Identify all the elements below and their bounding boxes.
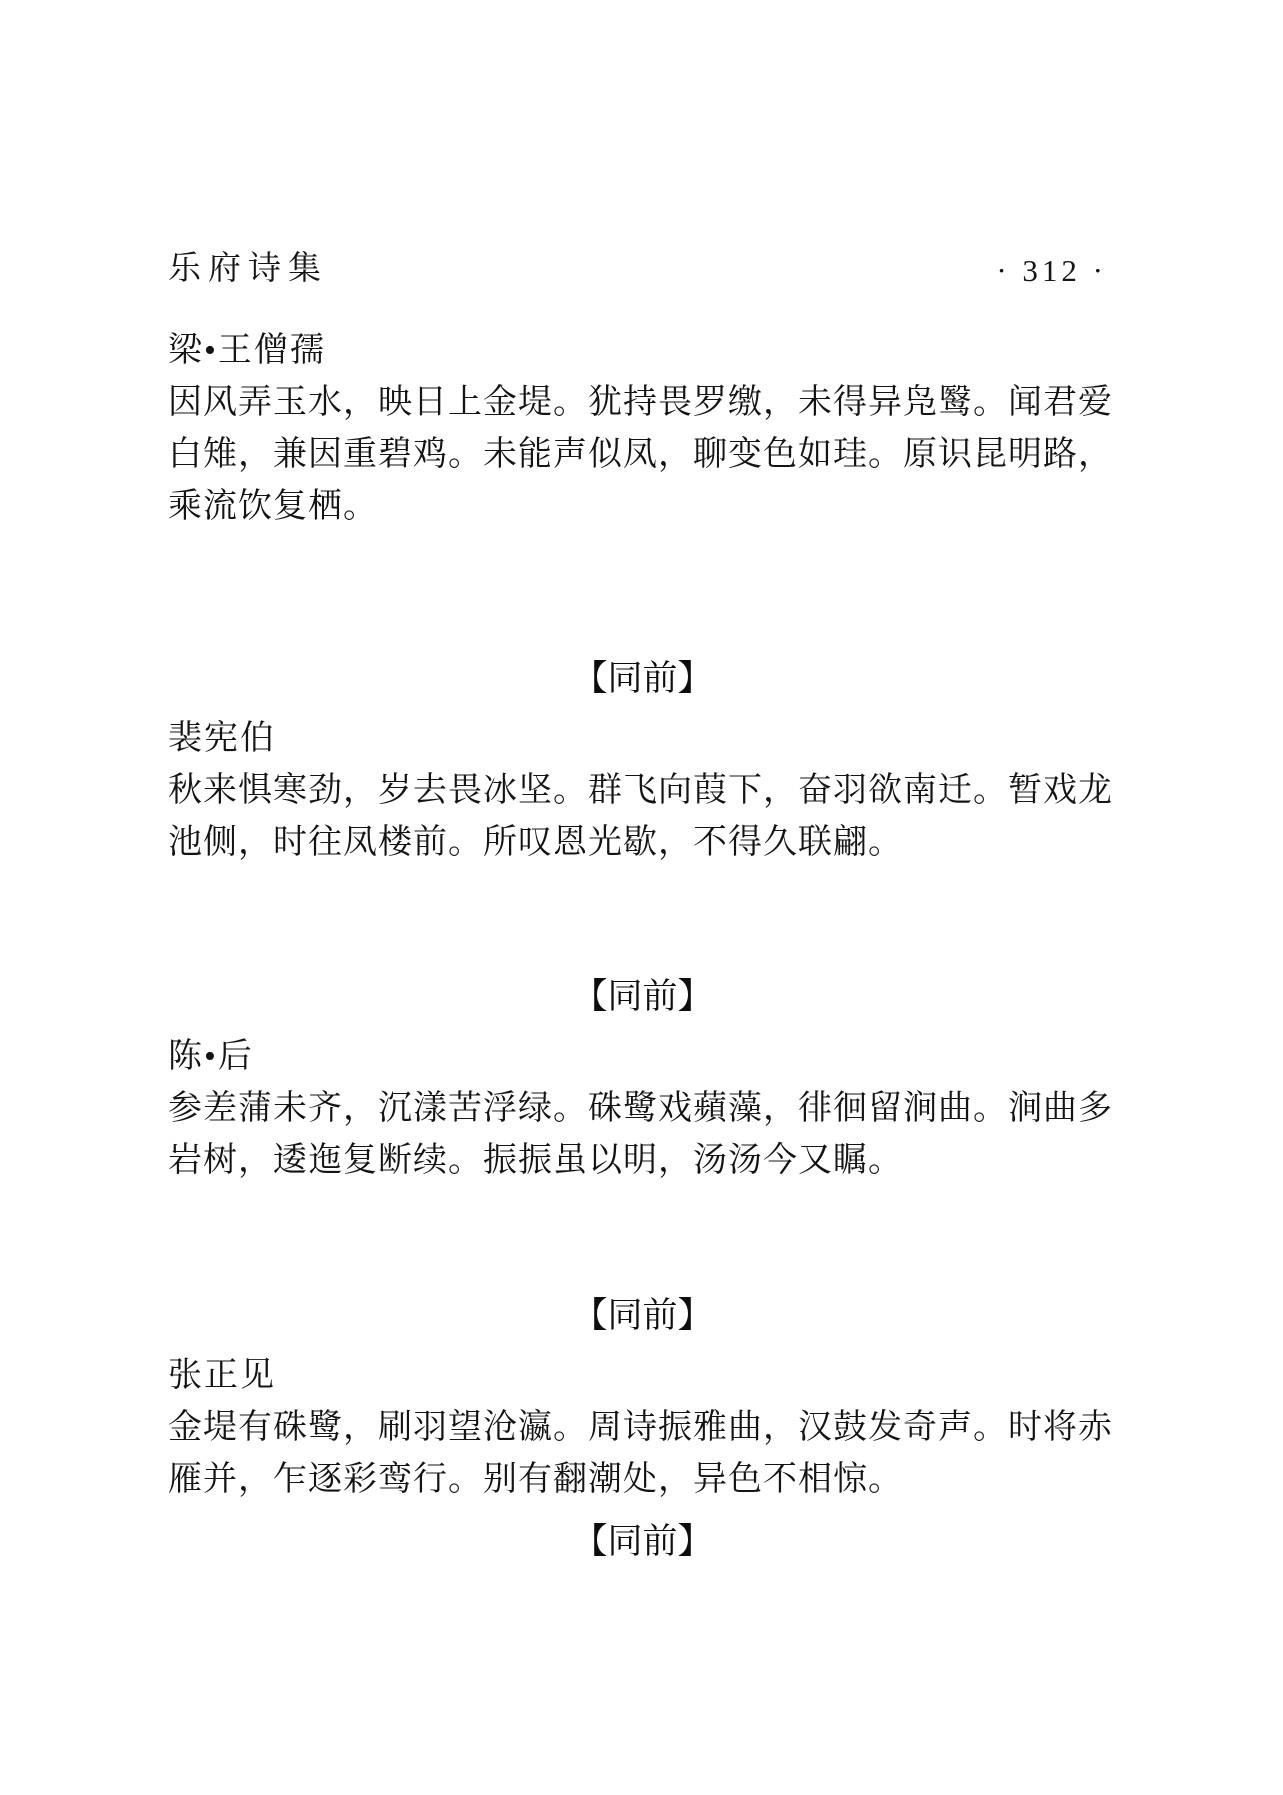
poem-author: 梁•王僧孺	[168, 332, 326, 369]
section-heading: 【同前】	[572, 659, 713, 698]
poem-line: 雁并，乍逐彩鸾行。别有翻潮处，异色不相惊。	[168, 1461, 903, 1498]
poem-section-chen-hou	[168, 971, 1117, 1187]
poem-line: 白雉，兼因重碧鸡。未能声似凤，聊变色如珪。原识昆明路，	[168, 436, 1113, 473]
section-heading: 【同前】	[572, 977, 713, 1016]
poem-author: 裴宪伯	[168, 720, 276, 757]
book-title: 乐府诗集	[168, 251, 328, 287]
poem-section-pei-xianbo	[168, 653, 1117, 869]
poem-line: 岩树，逶迤复断续。振振虽以明，汤汤今又瞩。	[168, 1142, 903, 1179]
poem-line: 参差蒲未齐，沉漾苦浮绿。硃鹭戏蘋藻，徘徊留涧曲。涧曲多	[168, 1090, 1113, 1127]
poem-line: 金堤有硃鹭，刷羽望沧瀛。周诗振雅曲，汉鼓发奇声。时将赤	[168, 1409, 1113, 1446]
page-header	[168, 242, 1117, 289]
poem-author: 陈•后	[168, 1038, 254, 1075]
page-number: · 312 ·	[996, 253, 1107, 288]
poem-line: 因风弄玉水，映日上金堤。犹持畏罗缴，未得异凫鹥。闻君爱	[168, 384, 1113, 421]
section-heading: 【同前】	[572, 1296, 713, 1335]
poem-section-zhang-zhengjian	[168, 1290, 1117, 1506]
poem-line: 池侧，时往凤楼前。所叹恩光歇，不得久联翩。	[168, 824, 903, 861]
section-heading: 【同前】	[572, 1522, 713, 1561]
poem-section-wang-sengru	[168, 325, 1117, 533]
poem-author: 张正见	[168, 1357, 276, 1394]
poem-line: 乘流饮复栖。	[168, 488, 378, 525]
poem-section-next	[168, 1516, 1117, 1568]
poem-line: 秋来惧寒劲，岁去畏冰坚。群飞向葭下，奋羽欲南迁。暂戏龙	[168, 772, 1113, 809]
